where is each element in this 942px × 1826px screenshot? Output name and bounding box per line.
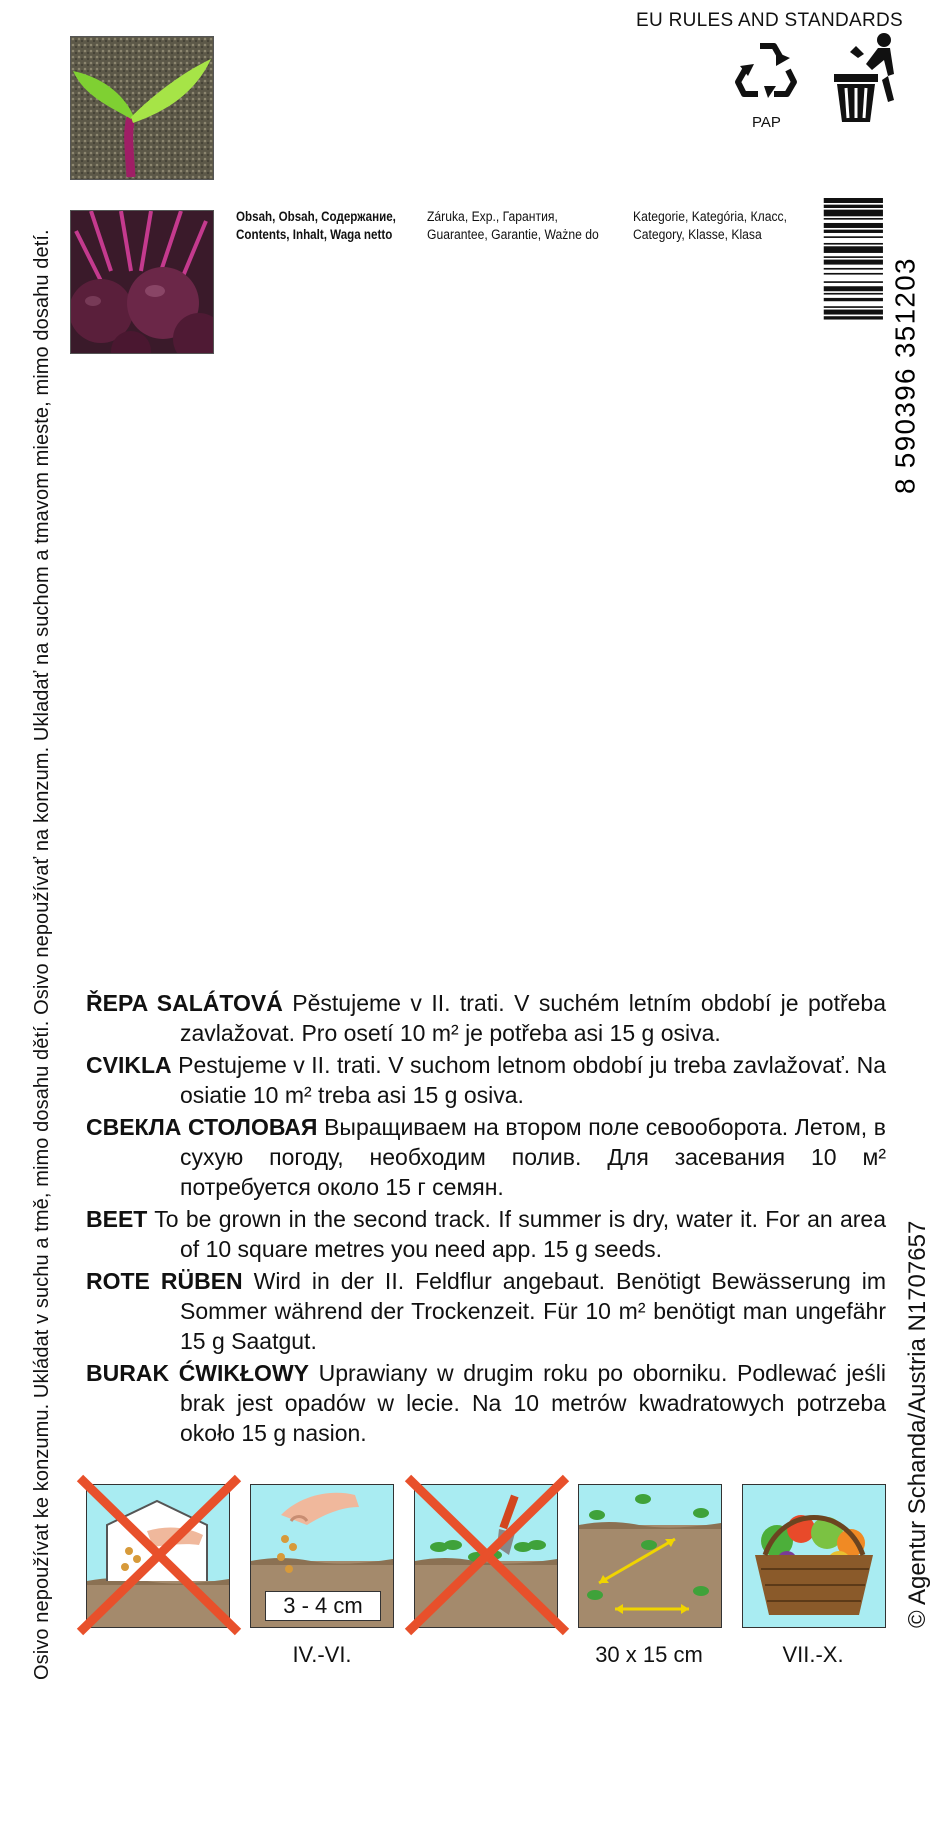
crop-text: Wird in der II. Feldflur angebaut. Benötigt Bewässerung im Sommer während der Trockenzeit. Für 10 m² benötigt man ungefähr 15 g Saatgut. xyxy=(180,1268,886,1354)
recycle-label: PAP xyxy=(752,114,781,131)
growing-instructions xyxy=(86,988,886,1450)
category-label: Kategorie, Kategória, Класс, Category, Klasse, Klasa xyxy=(633,209,787,242)
crop-name: ROTE RÜBEN xyxy=(86,1268,243,1294)
crop-name: CVIKLA xyxy=(86,1052,172,1078)
description-entry xyxy=(86,1266,886,1356)
barcode-bar xyxy=(824,218,883,220)
barcode-bar xyxy=(824,205,883,208)
eu-rules-title: EU RULES AND STANDARDS xyxy=(636,10,904,31)
harvest-pictogram xyxy=(742,1484,886,1628)
description-entry xyxy=(86,1204,886,1264)
barcode-bar xyxy=(824,310,883,315)
contents-label: Obsah, Obsah, Содержание, Contents, Inhalt, Waga netto xyxy=(236,209,396,242)
barcode-bar xyxy=(824,293,883,295)
barcode-bar xyxy=(824,230,883,233)
barcode-bar xyxy=(824,243,883,245)
barcode xyxy=(820,198,920,494)
barcode-bar xyxy=(824,210,883,217)
description-entry xyxy=(86,1112,886,1202)
crop-text: Pestujeme v II. trati. V suchom letnom období ju treba zavlažovať. Na osiatie 10 m² treba asi 15 g osiva. xyxy=(171,1052,886,1108)
barcode-bar xyxy=(824,268,883,270)
crop-text: To be grown in the second track. If summer is dry, water it. For an area of 10 square metres you need app. 15 g seeds. xyxy=(147,1206,886,1262)
sowing-period: IV.-VI. xyxy=(292,1642,352,1667)
description-entry xyxy=(86,988,886,1048)
barcode-bar xyxy=(824,316,883,319)
tidy-man-bin-icon xyxy=(828,30,906,126)
crop-name: ŘEPA SALÁTOVÁ xyxy=(86,990,283,1016)
barcode-number: 8 590396 351203 xyxy=(889,257,920,494)
crop-text: Pěstujeme v II. trati. V suchém letním období je potřeba zavlažovat. Pro osetí 10 m² je potřeba asi 15 g osiva. xyxy=(180,990,886,1046)
barcode-bar xyxy=(824,198,883,203)
plant-spacing: 30 x 15 cm xyxy=(595,1642,703,1667)
storage-warning-text: Osivo nepoužívat ke konzumu. Ukládat v suchu a tmě, mimo dosahu dětí. Osivo nepoužívať na konzum. Ukladať na suchom a tmavom mieste, mimo dosahu detí. xyxy=(31,229,53,1680)
crop-text: Выращиваем на втором поле севооборота. Летом, в сухую погоду, необходим полив. Для засевания 10 м² потребуется около 15 г семян. xyxy=(180,1114,887,1200)
crop-name: BURAK ĆWIKŁOWY xyxy=(86,1360,309,1386)
seedling-photo xyxy=(70,36,214,180)
sowing-depth-label: 3 - 4 cm xyxy=(265,1591,381,1621)
barcode-bar xyxy=(824,281,883,283)
beetroot-photo xyxy=(70,210,214,354)
barcode-bar xyxy=(824,223,883,228)
barcode-bar xyxy=(824,286,883,291)
description-entry xyxy=(86,1358,886,1448)
copyright-text: © Agentur Schanda/Austria N1707657 xyxy=(904,1220,931,1628)
plant-spacing-pictogram xyxy=(578,1484,722,1628)
direct-sowing-pictogram xyxy=(250,1484,394,1628)
harvest-period: VII.-X. xyxy=(782,1642,844,1667)
barcode-bar xyxy=(824,273,883,275)
barcode-bar xyxy=(824,236,883,238)
not-recommended-cross-icon xyxy=(400,1470,574,1640)
description-entry xyxy=(86,1050,886,1110)
barcode-bar xyxy=(824,260,883,265)
barcode-bar xyxy=(824,256,883,258)
guarantee-label: Záruka, Exp., Гарантия, Guarantee, Garantie, Ważne do xyxy=(427,209,599,242)
crop-name: СВЕКЛА СТОЛОВАЯ xyxy=(86,1114,318,1140)
barcode-bar xyxy=(824,306,883,308)
recycle-icon xyxy=(730,36,804,110)
barcode-bar xyxy=(824,298,883,301)
crop-name: BEET xyxy=(86,1206,148,1232)
not-recommended-cross-icon xyxy=(72,1470,246,1640)
crop-text: Uprawiany w drugim roku po oborniku. Podlewać jeśli brak jest opadów w lecie. Na 10 metrów kwadratowych potrzeba około 15 g nasion. xyxy=(180,1360,886,1446)
barcode-bar xyxy=(824,246,883,253)
